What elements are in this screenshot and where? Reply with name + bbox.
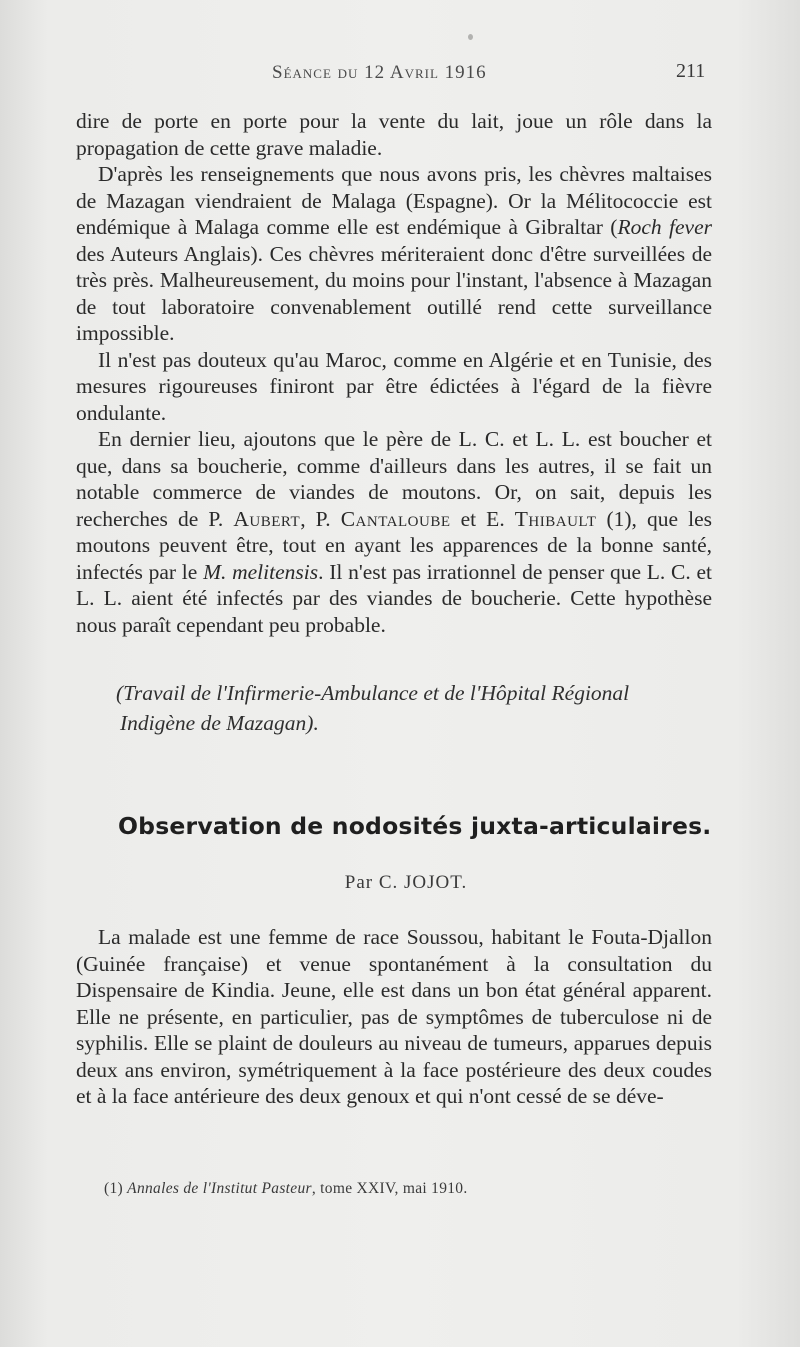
byline: Par C. JOJOT. — [344, 872, 468, 893]
footnote-text: , tome XXIV, mai 1910. — [311, 1180, 468, 1197]
paragraph-text: . Il n'est pas irrationnel de penser que L. C. et L. L. aient été infectés par des viandes de boucherie. Cette hypothèse nous paraît cependant peu probable. — [76, 559, 712, 637]
article1-body — [76, 108, 712, 638]
footnote-journal: Annales de l'Institut Pasteur — [127, 1180, 312, 1197]
paragraph-text: En dernier lieu, ajoutons que le père de L. C. et L. L. est boucher et que, dans sa boucherie, comme d'ailleurs dans les autres, il se fait un notable commerce de viandes de moutons. Or, on sait, depuis les recherches de P. — [76, 427, 712, 531]
article-title: Observation de nodosités juxta-articulaires. — [118, 812, 712, 840]
paragraph-text: dire de porte en porte pour la vente du lait, joue un rôle dans la propagation de cette grave maladie. — [76, 109, 712, 160]
credit-line: Indigène de Mazagan). — [120, 711, 319, 735]
running-head — [0, 60, 800, 90]
author-name: Thibault — [514, 506, 597, 531]
paragraph-text: , P. — [300, 506, 341, 531]
page-number: 211 — [676, 60, 706, 82]
author-name: Cantaloube — [340, 506, 451, 531]
paragraph-text: (1), que les moutons peuvent être, tout en ayant les apparences de la bonne santé, infectés par le — [76, 506, 712, 584]
paragraph — [76, 347, 712, 427]
footnote-marker: (1) — [104, 1180, 123, 1197]
paragraph-text: Il n'est pas douteux qu'au Maroc, comme en Algérie et en Tunisie, des mesures rigoureuses finiront par être édictées à l'égard de la fièvre ondulante. — [76, 347, 712, 425]
italic-term: Roch fever — [617, 215, 712, 239]
paragraph-text: des Auteurs Anglais). Ces chèvres mériteraient donc d'être surveillées de très près. Malheureusement, du moins pour l'instant, l'absence à Mazagan de tout laboratoire convenablement outillé rend cette surveillance impossible. — [76, 241, 712, 345]
credit-line: (Travail de l'Infirmerie-Ambulance et de l'Hôpital Régional — [116, 681, 630, 705]
author-name: Aubert — [233, 506, 301, 531]
paragraph — [76, 426, 712, 638]
credit-note — [116, 678, 726, 738]
paragraph-text: et E. — [450, 506, 515, 531]
paragraph: La malade est une femme de race Soussou, habitant le Fouta-Djallon (Guinée française) et venue spontanément à la consultation du Dispensaire de Kindia. Jeune, elle est dans un bon état général apparent. Elle ne présente, en particulier, pas de symptômes de tuberculose ni de syphilis. Elle se plaint de douleurs au niveau de tumeurs, apparues depuis deux ans environ, symétriquement à la face postérieure des deux coudes et à la face antérieure des deux genoux et qui n'ont cessé de se déve- — [76, 925, 712, 1108]
print-speck — [468, 34, 473, 40]
paragraph — [76, 108, 712, 161]
footnote — [104, 1180, 468, 1198]
paragraph — [76, 161, 712, 347]
running-title: Séance du 12 Avril 1916 — [272, 62, 487, 83]
paragraph-text: D'après les renseignements que nous avons pris, les chèvres maltaises de Mazagan viendraient de Malaga (Espagne). Or la Mélitococcie est endémique à Malaga comme elle est endémique à Gibraltar ( — [76, 162, 712, 239]
italic-term: M. melitensis — [203, 559, 319, 584]
article2-body — [76, 924, 712, 1110]
